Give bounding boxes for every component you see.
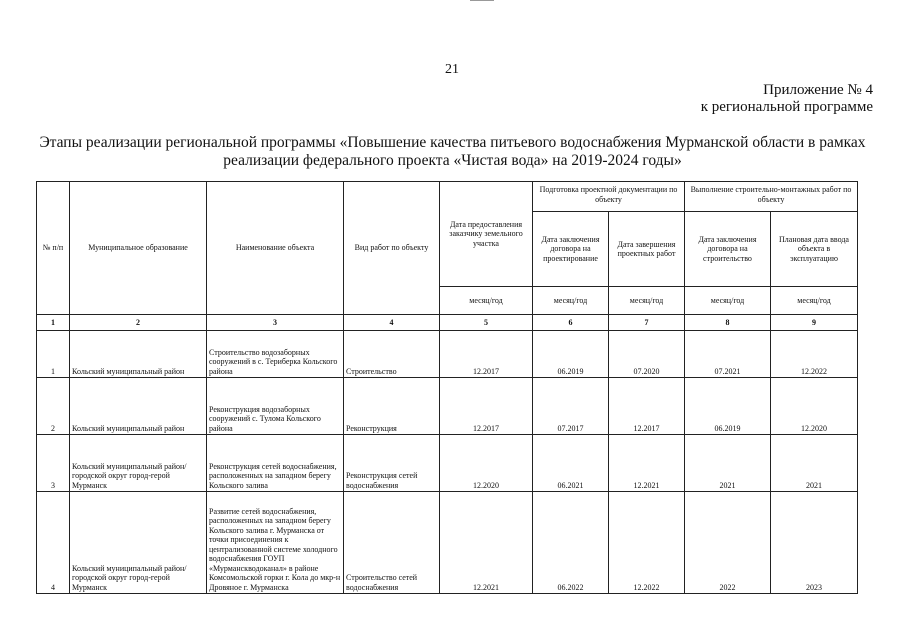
row-land-date: 12.2021 — [440, 492, 533, 594]
row-build-contract: 2022 — [685, 492, 771, 594]
row-build-contract: 06.2019 — [685, 378, 771, 435]
appendix-line-2: к региональной программе — [700, 99, 873, 115]
row-num: 4 — [37, 492, 70, 594]
scan-mark — [470, 0, 494, 1]
row-object: Реконструкция водозаборных сооружений с. Тулома Кольского района — [207, 378, 344, 435]
column-number-row — [37, 315, 858, 331]
unit-cell: месяц/год — [533, 287, 609, 315]
row-work-type: Реконструкция сетей водоснабжения — [344, 435, 440, 492]
column-number: 7 — [609, 315, 685, 331]
row-num: 3 — [37, 435, 70, 492]
title-line-1: Этапы реализации региональной программы «Повышение качества питьевого водоснабжения Мурманской области в рамках — [39, 134, 866, 151]
table-row — [37, 331, 858, 378]
row-commission: 2021 — [771, 435, 858, 492]
table-row — [37, 378, 858, 435]
row-municipality: Кольский муниципальный район/городской округ город-герой Мурманск — [70, 435, 207, 492]
header-work-type: Вид работ по объекту — [344, 182, 440, 315]
unit-cell: месяц/год — [609, 287, 685, 315]
stages-table — [36, 181, 858, 594]
row-build-contract: 2021 — [685, 435, 771, 492]
row-land-date: 12.2020 — [440, 435, 533, 492]
appendix-label — [701, 82, 873, 116]
row-design-end: 12.2021 — [609, 435, 685, 492]
row-build-contract: 07.2021 — [685, 331, 771, 378]
header-commission: Плановая дата ввода объекта в эксплуатацию — [771, 212, 858, 287]
header-num: № п/п — [37, 182, 70, 315]
row-municipality: Кольский муниципальный район — [70, 331, 207, 378]
header-object: Наименование объекта — [207, 182, 344, 315]
row-design-contract: 06.2021 — [533, 435, 609, 492]
column-number: 3 — [207, 315, 344, 331]
row-num: 1 — [37, 331, 70, 378]
header-design-contract: Дата заключения договора на проектирование — [533, 212, 609, 287]
row-design-end: 12.2017 — [609, 378, 685, 435]
row-work-type: Строительство — [344, 331, 440, 378]
row-num: 2 — [37, 378, 70, 435]
row-land-date: 12.2017 — [440, 331, 533, 378]
column-number: 1 — [37, 315, 70, 331]
column-number: 5 — [440, 315, 533, 331]
column-number: 9 — [771, 315, 858, 331]
title-line-2: реализации федерального проекта «Чистая вода» на 2019-2024 годы» — [223, 152, 682, 169]
page-number: 21 — [445, 62, 459, 77]
row-design-contract: 07.2017 — [533, 378, 609, 435]
row-object: Строительство водозаборных сооружений в с. Териберка Кольского района — [207, 331, 344, 378]
row-work-type: Строительство сетей водоснабжения — [344, 492, 440, 594]
header-build-group: Выполнение строительно-монтажных работ по объекту — [685, 182, 858, 212]
row-object: Развитие сетей водоснабжения, расположенных на западном берегу Кольского залива г. Мурманска от точки присоединения к централизованной системе холодного водоснабжения ГОУП «Мурманскводоканал» в районе Комсомольской горки г. Кола до мкр-н Дровяное г. Мурманска — [207, 492, 344, 594]
header-design-group: Подготовка проектной документации по объекту — [533, 182, 685, 212]
row-land-date: 12.2017 — [440, 378, 533, 435]
unit-cell: месяц/год — [771, 287, 858, 315]
table-row — [37, 492, 858, 594]
appendix-line-1: Приложение № 4 — [763, 82, 873, 98]
row-design-end: 07.2020 — [609, 331, 685, 378]
header-land-date: Дата предоставления заказчику земельного участка — [440, 182, 533, 287]
row-commission: 12.2022 — [771, 331, 858, 378]
column-number: 6 — [533, 315, 609, 331]
row-design-contract: 06.2019 — [533, 331, 609, 378]
header-build-contract: Дата заключения договора на строительство — [685, 212, 771, 287]
row-design-contract: 06.2022 — [533, 492, 609, 594]
header-design-end: Дата завершения проектных работ — [609, 212, 685, 287]
column-number: 4 — [344, 315, 440, 331]
column-number: 8 — [685, 315, 771, 331]
unit-cell: месяц/год — [440, 287, 533, 315]
row-work-type: Реконструкция — [344, 378, 440, 435]
row-commission: 12.2020 — [771, 378, 858, 435]
row-municipality: Кольский муниципальный район — [70, 378, 207, 435]
row-design-end: 12.2022 — [609, 492, 685, 594]
column-number: 2 — [70, 315, 207, 331]
table-row — [37, 435, 858, 492]
row-municipality: Кольский муниципальный район/городской округ город-герой Мурманск — [70, 492, 207, 594]
header-municipality: Муниципальное образование — [70, 182, 207, 315]
row-commission: 2023 — [771, 492, 858, 594]
unit-cell: месяц/год — [685, 287, 771, 315]
document-title — [30, 134, 875, 170]
row-object: Реконструкция сетей водоснабжения, расположенных на западном берегу Кольского залива — [207, 435, 344, 492]
